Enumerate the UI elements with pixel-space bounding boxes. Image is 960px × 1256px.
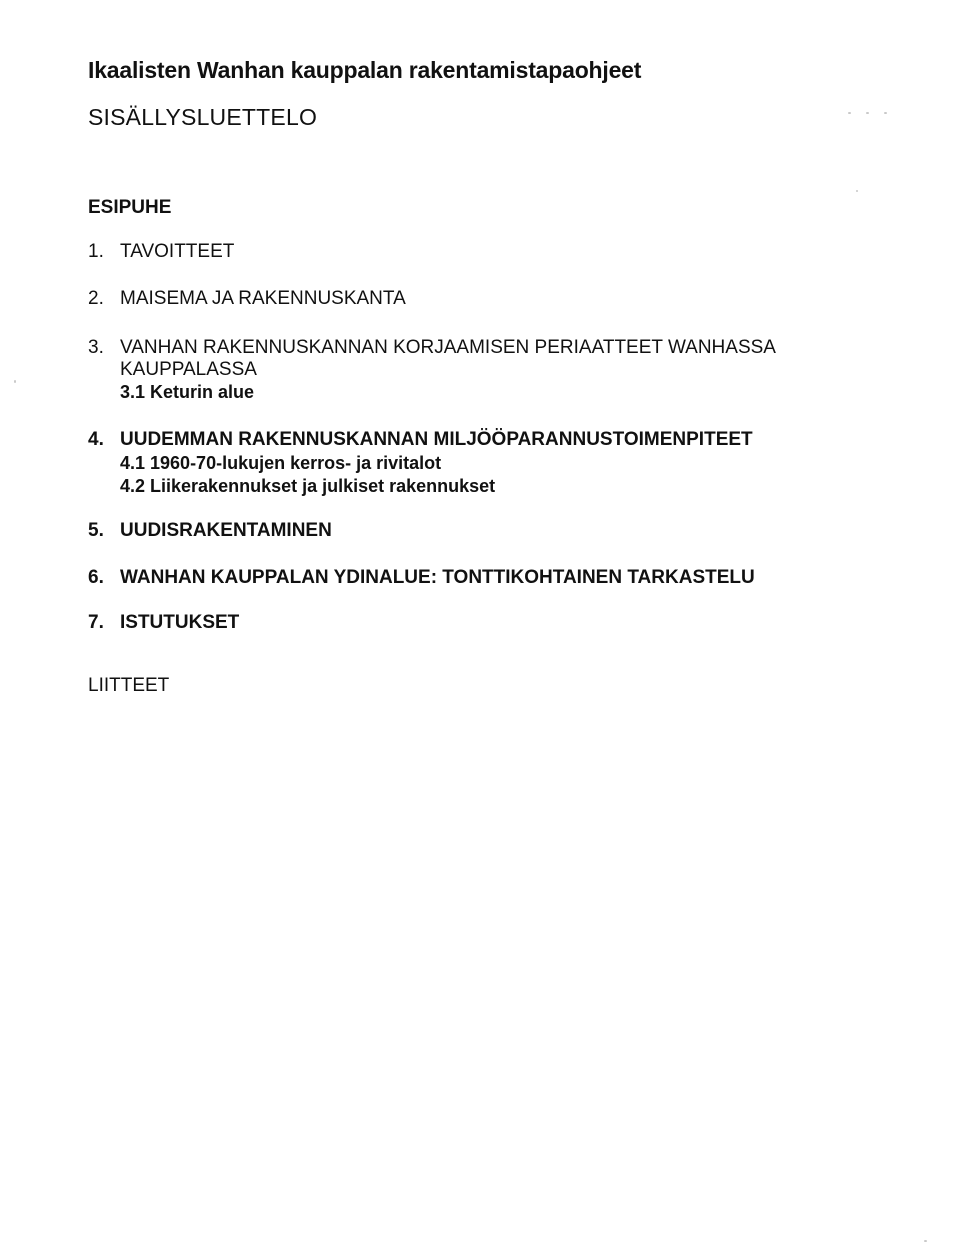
toc-item-number: 3.: [88, 337, 104, 358]
scan-speck: [866, 112, 869, 114]
scan-speck: [848, 112, 851, 114]
toc-heading: SISÄLLYSLUETTELO: [88, 104, 318, 130]
document-title: Ikaalisten Wanhan kauppalan rakentamistapaohjeet: [88, 57, 642, 83]
toc-item-label: VANHAN RAKENNUSKANNAN KORJAAMISEN PERIAATTEET WANHASSA: [120, 337, 776, 358]
scan-speck: [14, 380, 16, 383]
toc-item-1: [88, 241, 234, 263]
toc-item-number: 4.: [88, 429, 104, 450]
toc-item-number: 6.: [88, 567, 104, 588]
toc-item-number: 1.: [88, 241, 104, 262]
toc-item-7: [88, 612, 239, 634]
toc-item-3-label-continued: KAUPPALASSA: [120, 359, 257, 380]
toc-item-label: TAVOITTEET: [120, 241, 235, 262]
toc-item-label: MAISEMA JA RAKENNUSKANTA: [120, 288, 406, 309]
toc-preface: ESIPUHE: [88, 197, 172, 218]
toc-item-2: [88, 288, 406, 310]
toc-item-3: [88, 337, 776, 359]
toc-item-label: WANHAN KAUPPALAN YDINALUE: TONTTIKOHTAINEN TARKASTELU: [120, 567, 755, 588]
scan-speck: [884, 112, 887, 114]
toc-item-label: ISTUTUKSET: [120, 612, 240, 633]
scan-speck: [924, 1240, 927, 1242]
toc-subitem-4-1: 4.1 1960-70-lukujen kerros- ja rivitalot: [120, 453, 442, 473]
toc-subitem-3-1: 3.1 Keturin alue: [120, 382, 255, 402]
toc-item-label: UUDEMMAN RAKENNUSKANNAN MILJÖÖPARANNUSTOIMENPITEET: [120, 429, 753, 450]
scan-speck: [856, 190, 858, 192]
toc-item-6: [88, 567, 755, 589]
toc-appendices: LIITTEET: [88, 675, 170, 696]
toc-subitem-4-2: 4.2 Liikerakennukset ja julkiset rakennukset: [120, 476, 496, 496]
toc-item-number: 2.: [88, 288, 104, 309]
toc-item-4: [88, 429, 753, 451]
toc-item-label: UUDISRAKENTAMINEN: [120, 520, 332, 541]
toc-item-number: 7.: [88, 612, 104, 633]
toc-item-5: [88, 520, 332, 542]
toc-item-number: 5.: [88, 520, 104, 541]
